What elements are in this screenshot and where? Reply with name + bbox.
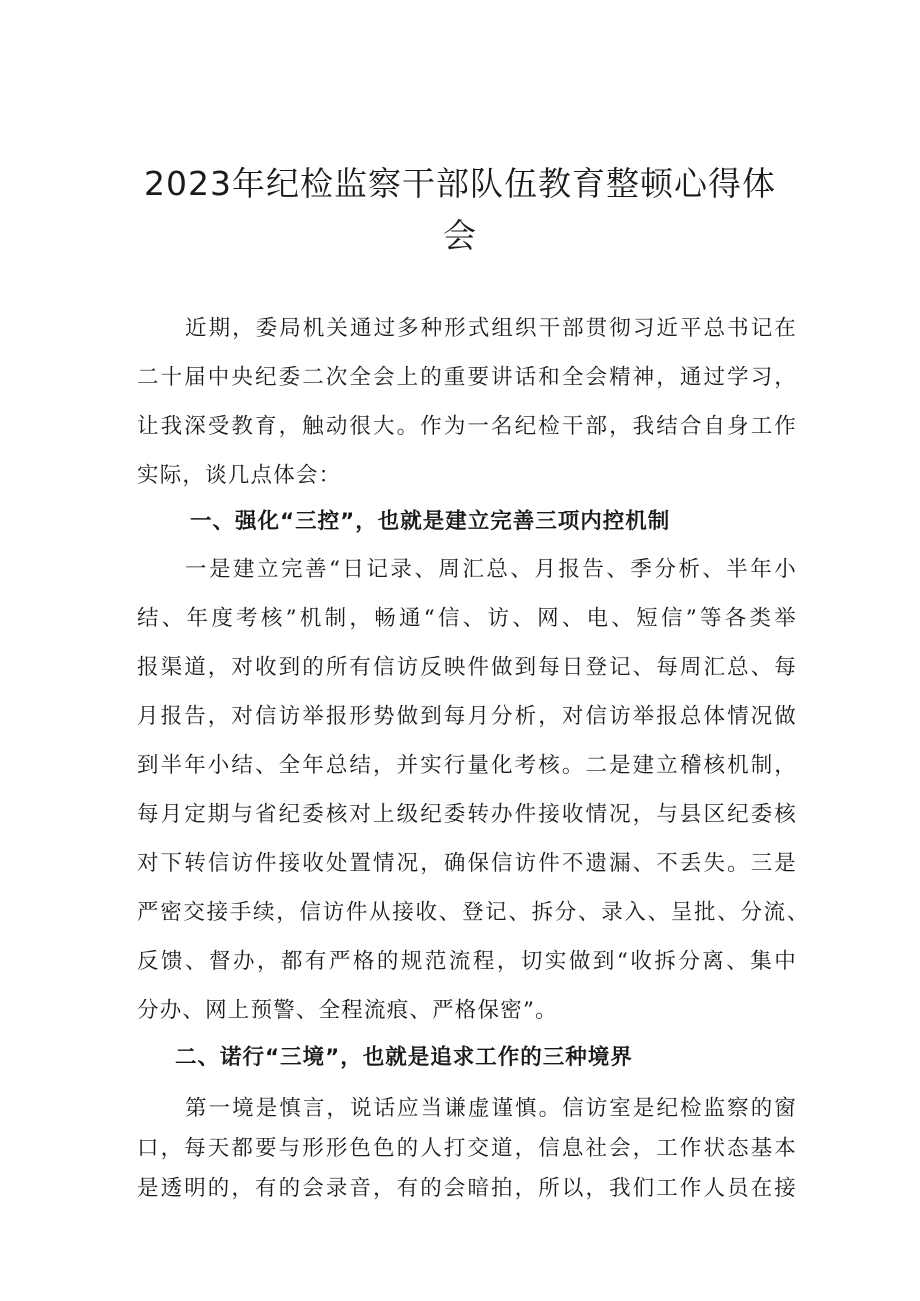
document-title (100, 158, 820, 262)
section-2-line: 是透明的，有的会录音，有的会暗拍，所以，我们工作人员在接 (137, 1176, 797, 1201)
section-1-line: 到半年小结、全年总结，并实行量化考核。二是建立稽核机制， (137, 753, 797, 778)
section-1-line: 一是建立完善“日记录、周汇总、月报告、季分析、半年小 (185, 557, 797, 582)
section-2-line: 口，每天都要与形形色色的人打交道，信息社会，工作状态基本 (137, 1136, 797, 1161)
section-1-line: 结、年度考核”机制，畅通“信、访、网、电、短信”等各类举 (137, 606, 797, 631)
section-1-line: 每月定期与省纪委核对上级纪委转办件接收情况，与县区纪委核 (137, 802, 797, 827)
section-1-heading: 一、强化“三控”，也就是建立完善三项内控机制 (190, 509, 671, 534)
section-1-line: 反馈、督办，都有严格的规范流程，切实做到“收拆分离、集中 (137, 949, 797, 974)
intro-line: 近期，委局机关通过多种形式组织干部贯彻习近平总书记在 (185, 316, 797, 341)
title-line-1: 2023年纪检监察干部队伍教育整顿心得体 (144, 164, 776, 203)
intro-line: 二十届中央纪委二次全会上的重要讲话和全会精神，通过学习， (137, 365, 797, 390)
section-1-line: 分办、网上预警、全程流痕、严格保密”。 (137, 998, 558, 1023)
section-1-line: 月报告，对信访举报形势做到每月分析，对信访举报总体情况做 (137, 704, 797, 729)
section-2-line: 第一境是慎言，说话应当谦虚谨慎。信访室是纪检监察的窗 (185, 1096, 797, 1121)
section-1-line: 严密交接手续，信访件从接收、登记、拆分、录入、呈批、分流、 (137, 900, 809, 925)
intro-line: 让我深受教育，触动很大。作为一名纪检干部，我结合自身工作 (137, 414, 797, 439)
intro-line: 实际，谈几点体会： (137, 463, 342, 488)
title-line-2: 会 (443, 216, 477, 255)
section-1-line: 报渠道，对收到的所有信访反映件做到每日登记、每周汇总、每 (137, 655, 797, 680)
section-2-heading: 二、诺行“三境”，也就是追求工作的三种境界 (175, 1045, 633, 1070)
section-1-line: 对下转信访件接收处置情况，确保信访件不遗漏、不丢失。三是 (137, 851, 797, 876)
